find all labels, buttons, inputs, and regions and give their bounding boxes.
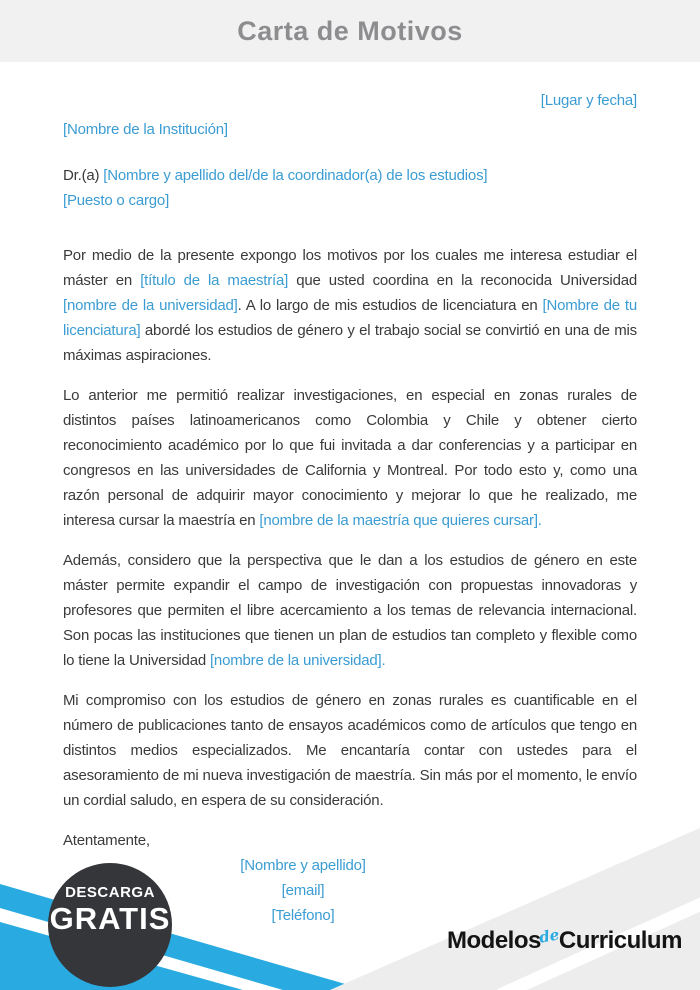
letter-text: que usted coordina en la reconocida Universidad [288,272,637,289]
placeholder-text: [título de la maestría] [140,272,289,289]
signature-name-placeholder: [Nombre y apellido] [240,857,366,874]
page-header [0,0,700,62]
signature-phone-placeholder: [Teléfono] [271,907,335,924]
recipient-block [63,163,637,213]
paragraph [63,243,637,368]
letter-text: Lo anterior me permitió realizar investigaciones, en especial en zonas rurales de distintos países latinoamericanos como Colombia y Chile y obtener cierto reconocimiento académico por lo que fui invitada a dar conferencias y a participar en congresos en las universidades de California y Montreal. Por todo esto y, como una razón personal de adquirir mayor conocimiento y mejorar lo que he realizado, me interesa cursar la maestría en [63,387,637,529]
letter-text: Además, considero que la perspectiva que le dan a los estudios de género en este máster permite expandir el campo de investigación con propuestas innovadoras y profesores que permiten el libre acercamiento a los temas de relevancia internacional. Son pocas las instituciones que tienen un plan de estudios tan completo y flexible como lo tiene la Universidad [63,552,637,669]
letter-text: Mi compromiso con los estudios de género en zonas rurales es cuantificable en el número de publicaciones tanto de ensayos académicos como de artículos que tengo en distintos medios especializados. Me encantaría contar con ustedes para el asesoramiento de mi nueva investigación de maestría. Sin más por el momento, le envío un cordial saludo, en espera de su consideración. [63,692,637,809]
recipient-line [63,163,637,188]
logo-word-modelos: Modelos [447,927,541,954]
letter-text: Dr.(a) [63,167,104,184]
placeholder-text: [nombre de la maestría que quieres cursar]. [259,512,542,529]
letter-text: . A lo largo de mis estudios de licenciatura en [237,297,543,314]
gray-band-decoration [330,828,700,990]
badge-line-descarga: DESCARGA [65,884,155,901]
logo-word-curriculum: Curriculum [558,927,682,954]
placeholder-text: [Nombre y apellido del/de la coordinador(a) de los estudios] [103,167,488,184]
paragraph [63,383,637,533]
letter-text: Por medio de la presente expongo los motivos por los cuales me interesa estudiar el máster en [63,247,637,289]
download-badge[interactable] [48,885,172,934]
placeholder-text: [nombre de la universidad]. [209,652,386,669]
placeholder-text: [Nombre de tu licenciatura] [63,297,637,339]
badge-line-gratis: GRATIS [49,901,171,936]
modelos-de-curriculum-logo [447,927,682,955]
placeholder-text: [nombre de la universidad] [63,297,238,314]
date-placeholder: [Lugar y fecha] [540,92,637,109]
paragraph [63,548,637,673]
letter-text: abordé los estudios de género y el trabajo social se convirtió en una de mis máximas aspiraciones. [63,322,637,364]
logo-de-glyph: de [537,925,561,947]
closing-text: Atentamente, [63,832,150,849]
institution-placeholder: [Nombre de la Institución] [63,121,228,138]
page-title: Carta de Motivos [237,15,463,46]
position-placeholder: [Puesto o cargo] [63,192,170,209]
signature-email-placeholder: [email] [281,882,325,899]
